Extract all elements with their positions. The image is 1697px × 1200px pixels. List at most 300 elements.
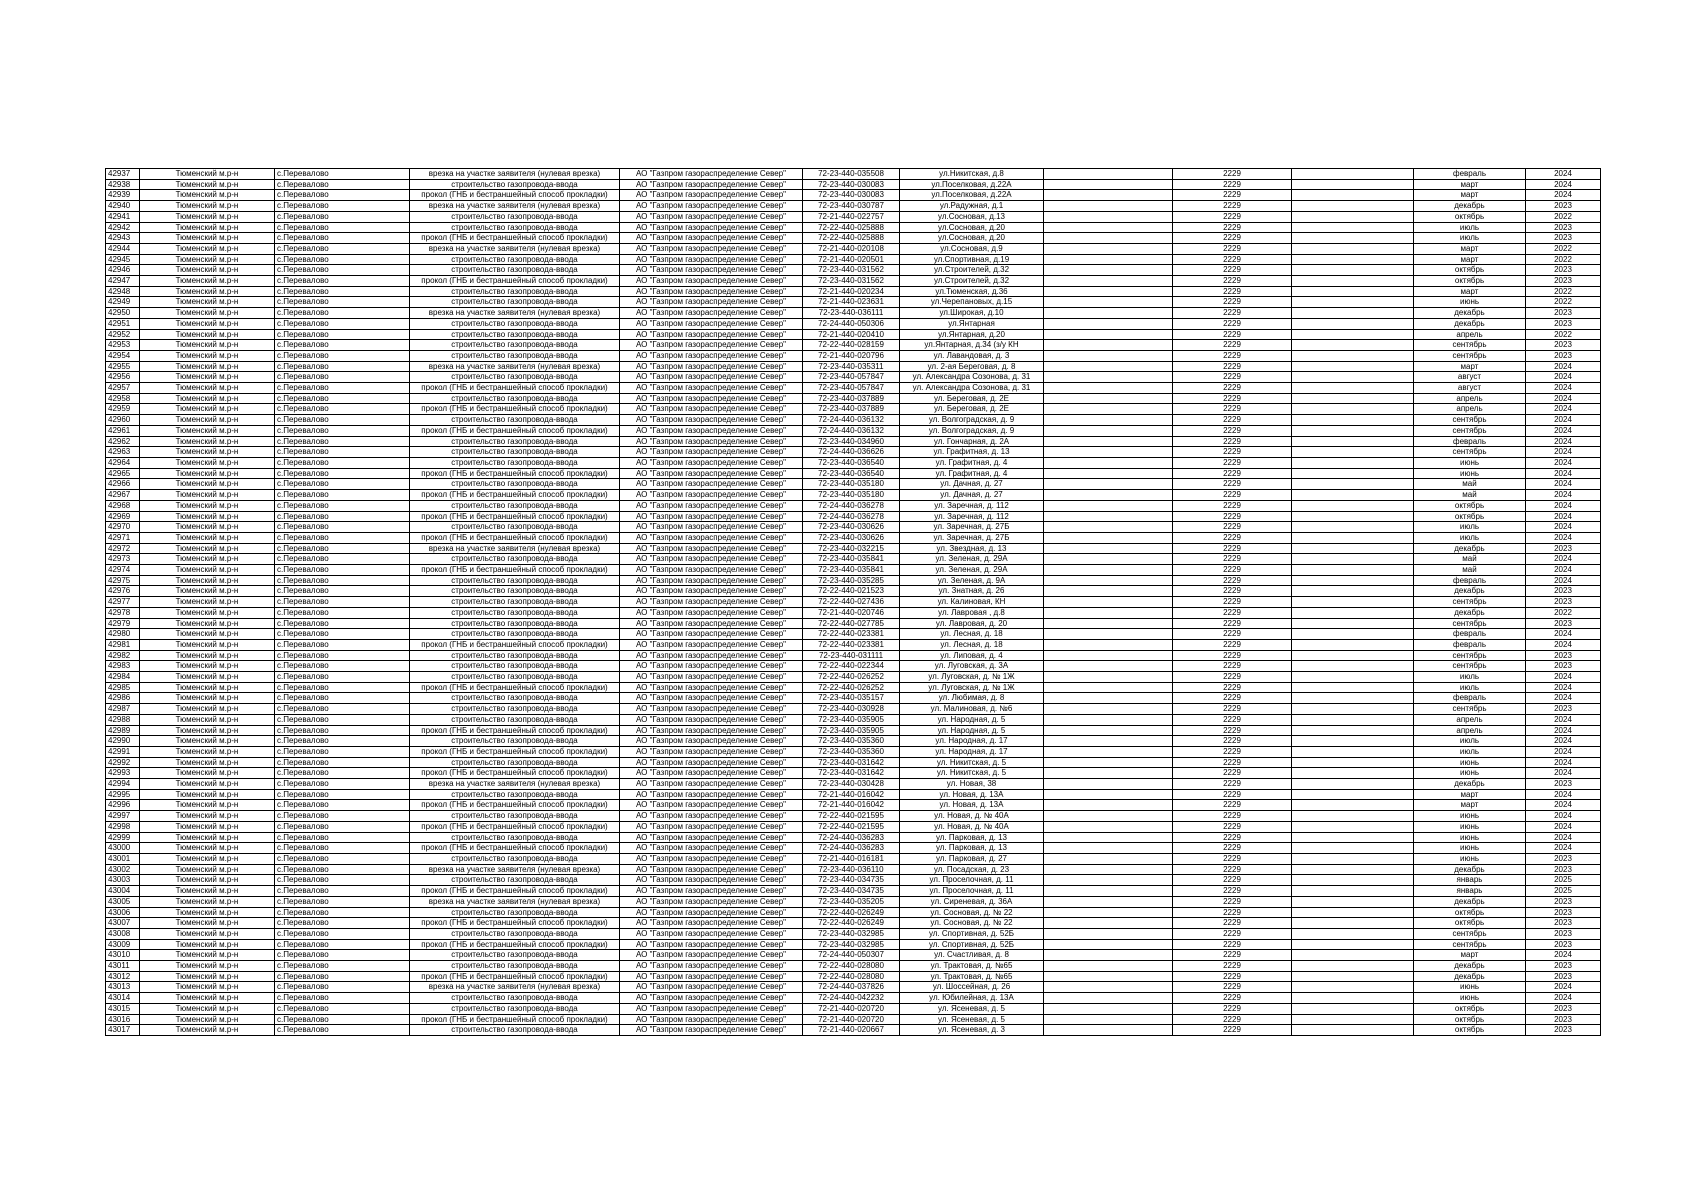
code-cell: 2229: [1173, 436, 1292, 447]
year-cell: 2024: [1526, 768, 1601, 779]
cadastral-number-cell: 72-23-440-035285: [803, 575, 900, 586]
year-cell: 2023: [1526, 308, 1601, 319]
cadastral-number-cell: 72-21-440-022757: [803, 211, 900, 222]
settlement-cell: с.Перевалово: [275, 243, 410, 254]
work-type-cell: прокол (ГНБ и бестраншейный способ прокладки): [410, 746, 620, 757]
address-cell: ул. Новая, д. 13А: [900, 800, 1044, 811]
settlement-cell: с.Перевалово: [275, 854, 410, 865]
year-cell: 2024: [1526, 575, 1601, 586]
code-cell: 2229: [1173, 350, 1292, 361]
year-cell: 2023: [1526, 854, 1601, 865]
organization-cell: АО "Газпром газораспределение Север": [620, 190, 803, 201]
row-number-cell: 42971: [106, 532, 140, 543]
organization-cell: АО "Газпром газораспределение Север": [620, 383, 803, 394]
year-cell: 2023: [1526, 704, 1601, 715]
work-type-cell: строительство газопровода-ввода: [410, 736, 620, 747]
empty-cell: [1292, 789, 1414, 800]
address-cell: ул. Графитная, д. 13: [900, 447, 1044, 458]
code-cell: 2229: [1173, 768, 1292, 779]
cadastral-number-cell: 72-24-440-036278: [803, 511, 900, 522]
district-cell: Тюменский м.р-н: [140, 254, 275, 265]
empty-cell: [1044, 693, 1173, 704]
year-cell: 2023: [1526, 597, 1601, 608]
settlement-cell: с.Перевалово: [275, 254, 410, 265]
row-number-cell: 42981: [106, 639, 140, 650]
code-cell: 2229: [1173, 1003, 1292, 1014]
empty-cell: [1292, 1025, 1414, 1036]
code-cell: 2229: [1173, 393, 1292, 404]
table-row: [106, 918, 1601, 929]
district-cell: Тюменский м.р-н: [140, 286, 275, 297]
address-cell: ул. Посадская, д. 23: [900, 864, 1044, 875]
settlement-cell: с.Перевалово: [275, 543, 410, 554]
table-row: [106, 404, 1601, 415]
empty-cell: [1292, 436, 1414, 447]
cadastral-number-cell: 72-22-440-022344: [803, 661, 900, 672]
cadastral-number-cell: 72-21-440-016042: [803, 789, 900, 800]
cadastral-number-cell: 72-23-440-030928: [803, 704, 900, 715]
code-cell: 2229: [1173, 618, 1292, 629]
empty-cell: [1044, 618, 1173, 629]
settlement-cell: с.Перевалово: [275, 704, 410, 715]
empty-cell: [1044, 993, 1173, 1004]
year-cell: 2024: [1526, 682, 1601, 693]
year-cell: 2023: [1526, 265, 1601, 276]
row-number-cell: 42993: [106, 768, 140, 779]
month-cell: октябрь: [1414, 511, 1526, 522]
address-cell: ул. Графитная, д. 4: [900, 457, 1044, 468]
table-row: [106, 1014, 1601, 1025]
code-cell: 2229: [1173, 511, 1292, 522]
work-type-cell: строительство газопровода-ввода: [410, 1025, 620, 1036]
district-cell: Тюменский м.р-н: [140, 447, 275, 458]
empty-cell: [1044, 854, 1173, 865]
empty-cell: [1044, 265, 1173, 276]
empty-cell: [1292, 532, 1414, 543]
table-row: [106, 350, 1601, 361]
settlement-cell: с.Перевалово: [275, 329, 410, 340]
empty-cell: [1044, 479, 1173, 490]
row-number-cell: 43009: [106, 939, 140, 950]
empty-cell: [1044, 372, 1173, 383]
row-number-cell: 42978: [106, 607, 140, 618]
settlement-cell: с.Перевалово: [275, 746, 410, 757]
month-cell: июль: [1414, 682, 1526, 693]
organization-cell: АО "Газпром газораспределение Север": [620, 308, 803, 319]
district-cell: Тюменский м.р-н: [140, 554, 275, 565]
year-cell: 2023: [1526, 350, 1601, 361]
empty-cell: [1292, 918, 1414, 929]
year-cell: 2023: [1526, 222, 1601, 233]
settlement-cell: с.Перевалово: [275, 500, 410, 511]
work-type-cell: строительство газопровода-ввода: [410, 950, 620, 961]
empty-cell: [1292, 1003, 1414, 1014]
address-cell: ул. Заречная, д. 27Б: [900, 532, 1044, 543]
year-cell: 2024: [1526, 746, 1601, 757]
settlement-cell: с.Перевалово: [275, 832, 410, 843]
work-type-cell: строительство газопровода-ввода: [410, 393, 620, 404]
cadastral-number-cell: 72-23-440-030626: [803, 532, 900, 543]
settlement-cell: с.Перевалово: [275, 875, 410, 886]
month-cell: июль: [1414, 233, 1526, 244]
table-row: [106, 800, 1601, 811]
address-cell: ул. Луговская, д. 3А: [900, 661, 1044, 672]
code-cell: 2229: [1173, 179, 1292, 190]
empty-cell: [1292, 361, 1414, 372]
empty-cell: [1292, 693, 1414, 704]
cadastral-number-cell: 72-22-440-028080: [803, 971, 900, 982]
district-cell: Тюменский м.р-н: [140, 565, 275, 576]
cadastral-number-cell: 72-23-440-037889: [803, 393, 900, 404]
organization-cell: АО "Газпром газораспределение Север": [620, 672, 803, 683]
empty-cell: [1044, 832, 1173, 843]
row-number-cell: 43017: [106, 1025, 140, 1036]
work-type-cell: строительство газопровода-ввода: [410, 789, 620, 800]
row-number-cell: 42947: [106, 276, 140, 287]
empty-cell: [1292, 383, 1414, 394]
empty-cell: [1292, 864, 1414, 875]
work-type-cell: врезка на участке заявителя (нулевая врезка): [410, 864, 620, 875]
district-cell: Тюменский м.р-н: [140, 383, 275, 394]
address-cell: ул. Новая, 38: [900, 779, 1044, 790]
month-cell: сентябрь: [1414, 597, 1526, 608]
organization-cell: АО "Газпром газораспределение Север": [620, 1014, 803, 1025]
empty-cell: [1044, 393, 1173, 404]
address-cell: ул.Сосновая, д.20: [900, 222, 1044, 233]
settlement-cell: с.Перевалово: [275, 918, 410, 929]
year-cell: 2023: [1526, 661, 1601, 672]
table-row: [106, 511, 1601, 522]
row-number-cell: 42987: [106, 704, 140, 715]
organization-cell: АО "Газпром газораспределение Север": [620, 222, 803, 233]
empty-cell: [1292, 661, 1414, 672]
empty-cell: [1292, 939, 1414, 950]
work-type-cell: строительство газопровода-ввода: [410, 961, 620, 972]
month-cell: апрель: [1414, 714, 1526, 725]
empty-cell: [1044, 714, 1173, 725]
organization-cell: АО "Газпром газораспределение Север": [620, 436, 803, 447]
work-type-cell: прокол (ГНБ и бестраншейный способ прокладки): [410, 425, 620, 436]
code-cell: 2229: [1173, 639, 1292, 650]
year-cell: 2023: [1526, 1014, 1601, 1025]
empty-cell: [1292, 768, 1414, 779]
cadastral-number-cell: 72-22-440-021595: [803, 811, 900, 822]
organization-cell: АО "Газпром газораспределение Север": [620, 297, 803, 308]
month-cell: октябрь: [1414, 265, 1526, 276]
organization-cell: АО "Газпром газораспределение Север": [620, 821, 803, 832]
code-cell: 2229: [1173, 704, 1292, 715]
year-cell: 2023: [1526, 618, 1601, 629]
work-type-cell: строительство газопровода-ввода: [410, 714, 620, 725]
work-type-cell: строительство газопровода-ввода: [410, 757, 620, 768]
settlement-cell: с.Перевалово: [275, 993, 410, 1004]
work-type-cell: прокол (ГНБ и бестраншейный способ прокладки): [410, 971, 620, 982]
row-number-cell: 42940: [106, 201, 140, 212]
month-cell: сентябрь: [1414, 939, 1526, 950]
row-number-cell: 42946: [106, 265, 140, 276]
year-cell: 2024: [1526, 522, 1601, 533]
settlement-cell: с.Перевалово: [275, 436, 410, 447]
address-cell: ул. Заречная, д. 27Б: [900, 522, 1044, 533]
row-number-cell: 42950: [106, 308, 140, 319]
code-cell: 2229: [1173, 361, 1292, 372]
organization-cell: АО "Газпром газораспределение Север": [620, 779, 803, 790]
empty-cell: [1044, 179, 1173, 190]
month-cell: сентябрь: [1414, 340, 1526, 351]
table-row: [106, 490, 1601, 501]
table-row: [106, 939, 1601, 950]
work-type-cell: прокол (ГНБ и бестраншейный способ прокладки): [410, 565, 620, 576]
table-row: [106, 243, 1601, 254]
address-cell: ул. Знатная, д. 26: [900, 586, 1044, 597]
year-cell: 2024: [1526, 511, 1601, 522]
code-cell: 2229: [1173, 233, 1292, 244]
code-cell: 2229: [1173, 308, 1292, 319]
cadastral-number-cell: 72-21-440-020234: [803, 286, 900, 297]
cadastral-number-cell: 72-22-440-026252: [803, 682, 900, 693]
district-cell: Тюменский м.р-н: [140, 961, 275, 972]
year-cell: 2022: [1526, 243, 1601, 254]
work-type-cell: строительство газопровода-ввода: [410, 597, 620, 608]
district-cell: Тюменский м.р-н: [140, 297, 275, 308]
code-cell: 2229: [1173, 522, 1292, 533]
month-cell: февраль: [1414, 169, 1526, 180]
settlement-cell: с.Перевалово: [275, 457, 410, 468]
settlement-cell: с.Перевалово: [275, 1025, 410, 1036]
year-cell: 2024: [1526, 736, 1601, 747]
empty-cell: [1292, 832, 1414, 843]
settlement-cell: с.Перевалово: [275, 522, 410, 533]
work-type-cell: врезка на участке заявителя (нулевая врезка): [410, 169, 620, 180]
row-number-cell: 42966: [106, 479, 140, 490]
month-cell: май: [1414, 490, 1526, 501]
table-row: [106, 179, 1601, 190]
cadastral-number-cell: 72-23-440-034735: [803, 875, 900, 886]
code-cell: 2229: [1173, 746, 1292, 757]
empty-cell: [1044, 896, 1173, 907]
row-number-cell: 42943: [106, 233, 140, 244]
settlement-cell: с.Перевалово: [275, 682, 410, 693]
work-type-cell: строительство газопровода-ввода: [410, 607, 620, 618]
address-cell: ул. Ясеневая, д. 3: [900, 1025, 1044, 1036]
empty-cell: [1044, 522, 1173, 533]
settlement-cell: с.Перевалово: [275, 800, 410, 811]
table-row: [106, 575, 1601, 586]
district-cell: Тюменский м.р-н: [140, 746, 275, 757]
settlement-cell: с.Перевалово: [275, 169, 410, 180]
work-type-cell: врезка на участке заявителя (нулевая врезка): [410, 779, 620, 790]
month-cell: сентябрь: [1414, 618, 1526, 629]
year-cell: 2022: [1526, 329, 1601, 340]
settlement-cell: с.Перевалово: [275, 297, 410, 308]
empty-cell: [1044, 736, 1173, 747]
settlement-cell: с.Перевалово: [275, 928, 410, 939]
year-cell: 2024: [1526, 436, 1601, 447]
code-cell: 2229: [1173, 532, 1292, 543]
year-cell: 2024: [1526, 425, 1601, 436]
table-row: [106, 586, 1601, 597]
empty-cell: [1044, 746, 1173, 757]
table-row: [106, 457, 1601, 468]
district-cell: Тюменский м.р-н: [140, 875, 275, 886]
address-cell: ул.Строителей, д.32: [900, 276, 1044, 287]
table-row: [106, 265, 1601, 276]
organization-cell: АО "Газпром газораспределение Север": [620, 1003, 803, 1014]
district-cell: Тюменский м.р-н: [140, 340, 275, 351]
district-cell: Тюменский м.р-н: [140, 704, 275, 715]
code-cell: 2229: [1173, 714, 1292, 725]
row-number-cell: 43008: [106, 928, 140, 939]
cadastral-number-cell: 72-23-440-037889: [803, 404, 900, 415]
settlement-cell: с.Перевалово: [275, 383, 410, 394]
cadastral-number-cell: 72-23-440-057847: [803, 383, 900, 394]
cadastral-number-cell: 72-22-440-021595: [803, 821, 900, 832]
organization-cell: АО "Газпром газораспределение Север": [620, 896, 803, 907]
settlement-cell: с.Перевалово: [275, 864, 410, 875]
row-number-cell: 42959: [106, 404, 140, 415]
year-cell: 2022: [1526, 254, 1601, 265]
year-cell: 2023: [1526, 939, 1601, 950]
code-cell: 2229: [1173, 276, 1292, 287]
address-cell: ул. Сосновая, д. № 22: [900, 918, 1044, 929]
address-cell: ул. Гончарная, д. 2А: [900, 436, 1044, 447]
year-cell: 2024: [1526, 383, 1601, 394]
code-cell: 2229: [1173, 918, 1292, 929]
district-cell: Тюменский м.р-н: [140, 436, 275, 447]
empty-cell: [1292, 169, 1414, 180]
work-type-cell: строительство газопровода-ввода: [410, 350, 620, 361]
code-cell: 2229: [1173, 265, 1292, 276]
table-row: [106, 854, 1601, 865]
address-cell: ул. Ясеневая, д. 5: [900, 1014, 1044, 1025]
empty-cell: [1292, 779, 1414, 790]
cadastral-number-cell: 72-23-440-035905: [803, 714, 900, 725]
settlement-cell: с.Перевалово: [275, 393, 410, 404]
cadastral-number-cell: 72-21-440-020501: [803, 254, 900, 265]
year-cell: 2024: [1526, 843, 1601, 854]
empty-cell: [1292, 490, 1414, 501]
work-type-cell: строительство газопровода-ввода: [410, 265, 620, 276]
row-number-cell: 43016: [106, 1014, 140, 1025]
row-number-cell: 42979: [106, 618, 140, 629]
table-row: [106, 308, 1601, 319]
month-cell: июнь: [1414, 854, 1526, 865]
empty-cell: [1292, 821, 1414, 832]
month-cell: октябрь: [1414, 276, 1526, 287]
address-cell: ул. Ясеневая, д. 5: [900, 1003, 1044, 1014]
empty-cell: [1292, 447, 1414, 458]
cadastral-number-cell: 72-21-440-020108: [803, 243, 900, 254]
year-cell: 2025: [1526, 875, 1601, 886]
code-cell: 2229: [1173, 864, 1292, 875]
organization-cell: АО "Газпром газораспределение Север": [620, 340, 803, 351]
row-number-cell: 42991: [106, 746, 140, 757]
organization-cell: АО "Газпром газораспределение Север": [620, 350, 803, 361]
organization-cell: АО "Газпром газораспределение Север": [620, 918, 803, 929]
work-type-cell: строительство газопровода-ввода: [410, 811, 620, 822]
table-row: [106, 832, 1601, 843]
code-cell: 2229: [1173, 468, 1292, 479]
year-cell: 2024: [1526, 457, 1601, 468]
code-cell: 2229: [1173, 1025, 1292, 1036]
table-row: [106, 190, 1601, 201]
cadastral-number-cell: 72-24-440-036132: [803, 415, 900, 426]
empty-cell: [1292, 746, 1414, 757]
table-row: [106, 532, 1601, 543]
row-number-cell: 42958: [106, 393, 140, 404]
cadastral-number-cell: 72-21-440-020720: [803, 1014, 900, 1025]
empty-cell: [1044, 971, 1173, 982]
month-cell: декабрь: [1414, 543, 1526, 554]
empty-cell: [1292, 725, 1414, 736]
year-cell: 2024: [1526, 479, 1601, 490]
empty-cell: [1044, 468, 1173, 479]
address-cell: ул.Янтарная: [900, 318, 1044, 329]
address-cell: ул. Новая, д. № 40А: [900, 821, 1044, 832]
address-cell: ул. Парковая, д. 13: [900, 832, 1044, 843]
district-cell: Тюменский м.р-н: [140, 896, 275, 907]
cadastral-number-cell: 72-23-440-032215: [803, 543, 900, 554]
month-cell: октябрь: [1414, 500, 1526, 511]
district-cell: Тюменский м.р-н: [140, 950, 275, 961]
year-cell: 2023: [1526, 318, 1601, 329]
empty-cell: [1292, 393, 1414, 404]
work-type-cell: прокол (ГНБ и бестраншейный способ прокладки): [410, 843, 620, 854]
district-cell: Тюменский м.р-н: [140, 532, 275, 543]
empty-cell: [1292, 575, 1414, 586]
month-cell: апрель: [1414, 725, 1526, 736]
cadastral-number-cell: 72-21-440-020796: [803, 350, 900, 361]
work-type-cell: строительство газопровода-ввода: [410, 479, 620, 490]
year-cell: 2023: [1526, 907, 1601, 918]
month-cell: июнь: [1414, 993, 1526, 1004]
empty-cell: [1044, 597, 1173, 608]
empty-cell: [1292, 350, 1414, 361]
district-cell: Тюменский м.р-н: [140, 372, 275, 383]
empty-cell: [1292, 875, 1414, 886]
address-cell: ул. Трактовая, д. №65: [900, 961, 1044, 972]
code-cell: 2229: [1173, 693, 1292, 704]
organization-cell: АО "Газпром газораспределение Север": [620, 211, 803, 222]
settlement-cell: с.Перевалово: [275, 725, 410, 736]
table-row: [106, 875, 1601, 886]
month-cell: апрель: [1414, 393, 1526, 404]
table-row: [106, 864, 1601, 875]
settlement-cell: с.Перевалово: [275, 308, 410, 319]
empty-cell: [1292, 886, 1414, 897]
organization-cell: АО "Газпром газораспределение Север": [620, 415, 803, 426]
code-cell: 2229: [1173, 554, 1292, 565]
settlement-cell: с.Перевалово: [275, 768, 410, 779]
organization-cell: АО "Газпром газораспределение Север": [620, 329, 803, 340]
organization-cell: АО "Газпром газораспределение Север": [620, 928, 803, 939]
cadastral-number-cell: 72-23-440-035905: [803, 725, 900, 736]
organization-cell: АО "Газпром газораспределение Север": [620, 939, 803, 950]
row-number-cell: 42985: [106, 682, 140, 693]
year-cell: 2024: [1526, 832, 1601, 843]
year-cell: 2024: [1526, 372, 1601, 383]
settlement-cell: с.Перевалово: [275, 415, 410, 426]
work-type-cell: прокол (ГНБ и бестраншейный способ прокладки): [410, 800, 620, 811]
row-number-cell: 42982: [106, 650, 140, 661]
address-cell: ул. Липовая, д. 4: [900, 650, 1044, 661]
empty-cell: [1044, 650, 1173, 661]
row-number-cell: 42968: [106, 500, 140, 511]
address-cell: ул.Черепановых, д.15: [900, 297, 1044, 308]
district-cell: Тюменский м.р-н: [140, 586, 275, 597]
table-row: [106, 1025, 1601, 1036]
district-cell: Тюменский м.р-н: [140, 682, 275, 693]
